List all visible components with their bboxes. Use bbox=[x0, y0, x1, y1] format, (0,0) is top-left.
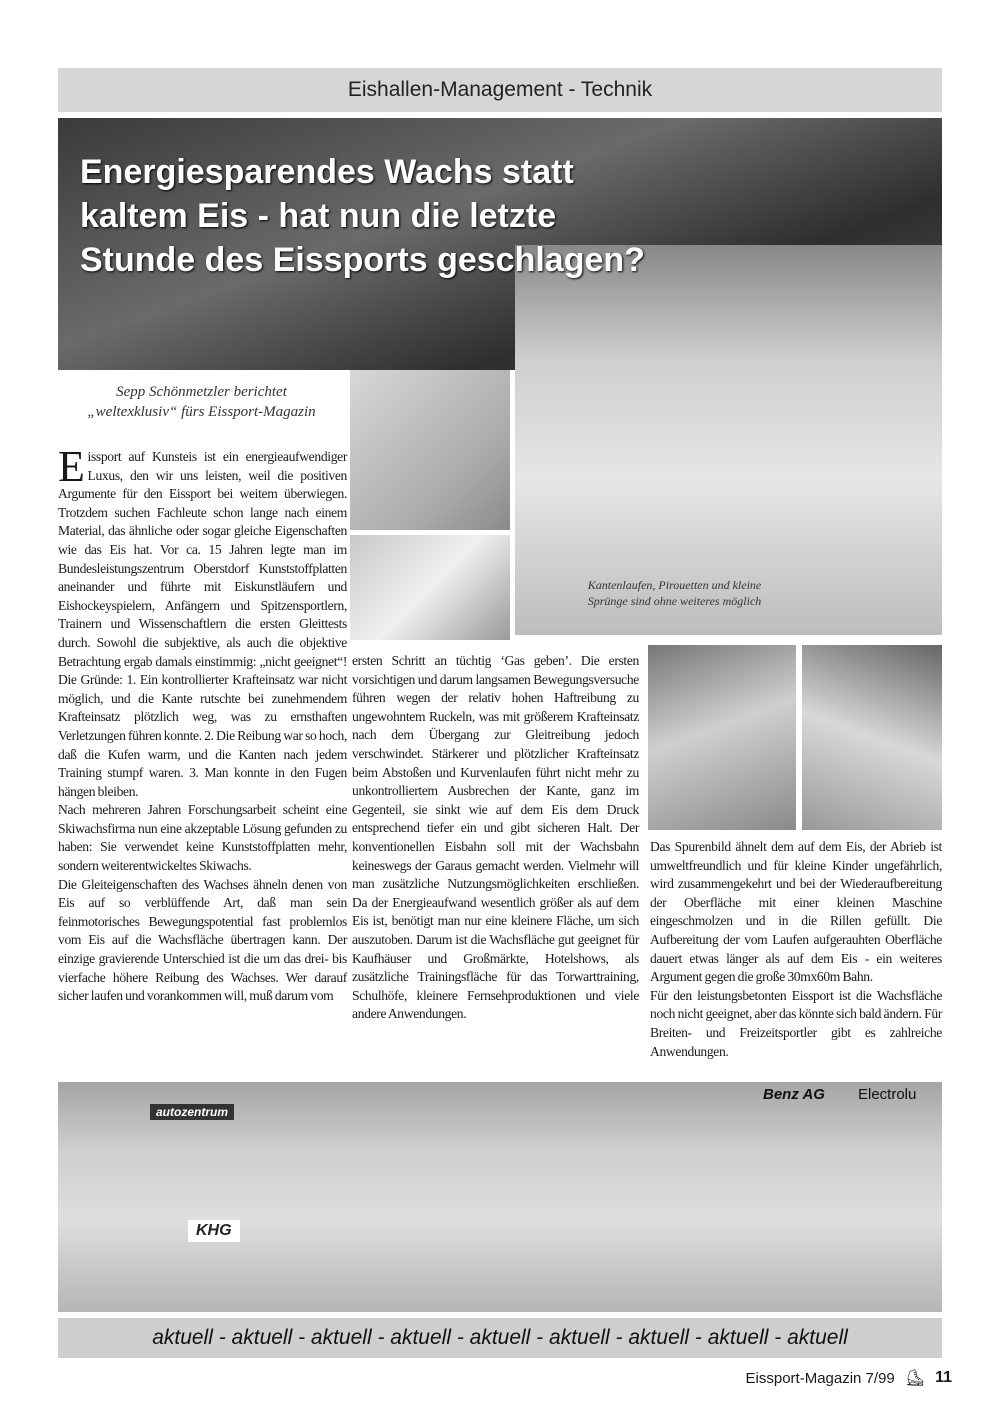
byline-note: „weltexklusiv“ fürs Eissport-Magazin bbox=[87, 404, 316, 420]
paragraph: Das Spurenbild ähnelt dem auf dem Eis, der Abrieb ist umweltfreundlich und für kleine Kinder ungefährlich, wird zusammengekehrt und bei der Wiederaufbereitung der Oberfläche mit einer kleinen Maschine eingeschmolzen und in die Rillen gefüllt. Die Aufbereitung der vom Laufen aufgerauhten Oberfläche dauert etwas länger als auf dem Eis - ein weiteres Argument gegen die große 30mx60m Bahn. bbox=[650, 839, 942, 985]
paragraph-text: issport auf Kunsteis ist ein energieaufwendiger Luxus, den wir uns leisten, weil die positiven Argumente für den Eissport bei weitem überwiegen. Trotzdem suchen Fachleute schon lange nach einem Material, das ähnliche oder sogar gleiche Eigenschaften wie das Eis hat. Vor ca. 15 Jahren legte man im Bundesleistungszentrum Oberstdorf Kunststoffplatten aneinander und führte mit Eiskunstläufern und Eishockeyspielern, Anfängern und Spitzensportlern, Trainern und Wissenschaftlern die ersten Gleittests durch. Sowohl die subjektive, als auch die objektive Betrachtung ergab damals einstimmig: „nicht geeignet“! Die Gründe: 1. Ein kontrollierter Krafteinsatz war nicht möglich, und die Kante rutschte bei zunehmendem Krafteinsatz plötzlich weg, was zu ernsthaften Verletzungen führen konnte. 2. Die Reibung war so hoch, daß die Kufen warm, und die Kanten nach jedem Training stumpf waren. 3. Man konnte in den Fugen hängen bleiben. bbox=[58, 449, 347, 799]
aktuell-banner: aktuell - aktuell - aktuell - aktuell - aktuell - aktuell - aktuell - aktuell - aktuell bbox=[58, 1318, 942, 1358]
page-number: 11 bbox=[935, 1369, 952, 1386]
rink-photo bbox=[58, 1082, 942, 1312]
worker-photo bbox=[802, 645, 942, 830]
column-1 bbox=[58, 442, 347, 1006]
paragraph bbox=[58, 442, 347, 801]
byline bbox=[58, 382, 345, 422]
article-title: Energiesparendes Wachs statt kaltem Eis - hat nun die letzte Stunde des Eissports geschlagen? bbox=[80, 153, 645, 279]
skater-logo-icon: ⛸ bbox=[904, 1370, 926, 1387]
wax-edge-photo bbox=[350, 535, 510, 640]
sign-khg: KHG bbox=[188, 1220, 240, 1242]
drop-cap: E bbox=[58, 442, 85, 491]
magazine-issue: Eissport-Magazin 7/99 bbox=[745, 1369, 895, 1387]
paragraph: ersten Schritt an tüchtig ‘Gas geben’. Die ersten vorsichtigen und darum langsamen Bewegungsversuche führen wegen der relativ hohen Haftreibung zu ungewohntem Ruckeln, was mit größerem Krafteinsatz nach dem Übergang zur Gleitreibung jedoch verschwindet. Stärkerer und plötzlicher Krafteinsatz beim Abstoßen und Kurvenlaufen führt nicht mehr zu unkontrolliertem Ausbrechen der Kante, ganz im Gegenteil, sie sinkt wie auf dem Eis dem Druck entsprechend tiefer ein und gibt sicheren Halt. Der konventionellen Eisbahn soll mit der Wachsbahn keineswegs der Garaus gemacht werden. Vielmehr will man zusätzliche Nutzungsmöglichkeiten erschließen. Da der Energieaufwand wesentlich größer als auf dem Eis ist, benötigt man nur eine kleinere Fläche, um sich auszutoben. Darum ist die Wachsfläche gut geeignet für Kaufhäuser und Großmärkte, Hotelshows, als zusätzliche Trainingsfläche für das Torwarttraining, Schulhöfe, kleinere Fernsehproduktionen und viele andere Anwendungen. bbox=[352, 653, 639, 1022]
wax-surface-photo bbox=[350, 370, 510, 530]
sign-electrolux: Electrolu bbox=[858, 1086, 917, 1103]
paragraph: Die Gleiteigenschaften des Wachses ähneln denen von Eis auf so verblüffende Art, daß man sein feinmotorisches Bewegungspotential fast problemlos vom Eis auf die Wachsfläche übertragen kann. Der einzige gravierende Unterschied ist die um das drei- bis vierfache höhere Reibung des Wachses. Wer darauf sicher laufen und vorankommen will, muß darum vom bbox=[58, 876, 347, 1004]
paragraph: Nach mehreren Jahren Forschungsarbeit scheint eine Skiwachsfirma nun eine akzeptable Lösung gefunden zu haben: Sie verwendet keine Kunststoffplatten mehr, sondern weiterentwickeltes Skiwachs. bbox=[58, 802, 347, 874]
sign-autozentrum: autozentrum bbox=[150, 1104, 234, 1120]
column-2 bbox=[352, 652, 639, 1024]
section-header: Eishallen-Management - Technik bbox=[58, 68, 942, 112]
paragraph: Für den leistungsbetonten Eissport ist die Wachsfläche noch nicht geeignet, aber das könnte sich bald ändern. Für Breiten- und Freizeitsportler gibt es zahlreiche Anwendungen. bbox=[650, 987, 942, 1059]
photo-caption: Kantenlaufen, Pirouetten und kleine Sprünge sind ohne weiteres möglich bbox=[587, 578, 762, 608]
machine-photo bbox=[648, 645, 796, 830]
byline-author: Sepp Schönmetzler berichtet bbox=[116, 384, 287, 400]
column-3 bbox=[650, 838, 942, 1061]
page-footer bbox=[700, 1368, 952, 1388]
sign-benz: Benz AG bbox=[763, 1086, 825, 1103]
